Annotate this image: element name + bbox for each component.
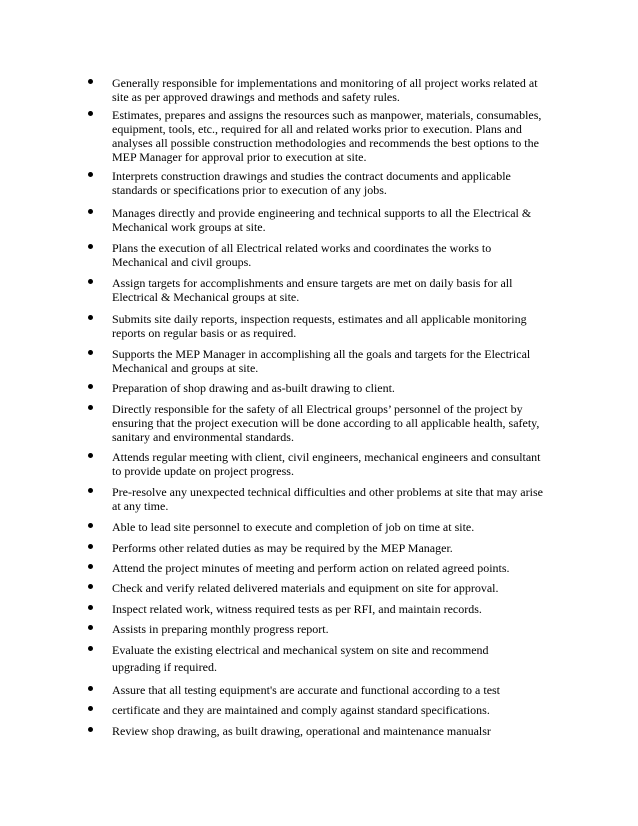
item-text: Attends regular meeting with client, civil engineers, mechanical engineers and consultant [112, 450, 541, 464]
bullet-icon [88, 172, 93, 177]
item-text: Inspect related work, witness required tests as per RFI, and maintain records. [112, 602, 482, 616]
item-text: at any time. [112, 499, 169, 513]
item-text: Evaluate the existing electrical and mechanical system on site and recommend [112, 643, 489, 657]
item-text: Preparation of shop drawing and as-built drawing to client. [112, 381, 395, 395]
item-text: Electrical & Mechanical groups at site. [112, 290, 300, 304]
bullet-icon [88, 405, 93, 410]
bullet-icon [88, 453, 93, 458]
bullet-icon [88, 279, 93, 284]
bullet-icon [88, 384, 93, 389]
item-text: reports on regular basis or as required. [112, 326, 297, 340]
item-text: Supports the MEP Manager in accomplishing all the goals and targets for the Electrical [112, 347, 531, 361]
bullet-icon [88, 488, 93, 493]
bullet-icon [88, 584, 93, 589]
item-text: analyses all possible construction methodologies and recommends the best options to the [112, 136, 539, 150]
item-text: Mechanical and groups at site. [112, 361, 259, 375]
item-text: Mechanical and civil groups. [112, 255, 252, 269]
item-text: upgrading if required. [112, 660, 217, 674]
item-text: Mechanical work groups at site. [112, 220, 266, 234]
item-text: Able to lead site personnel to execute and completion of job on time at site. [112, 520, 475, 534]
item-text: Submits site daily reports, inspection requests, estimates and all applicable monitoring [112, 312, 527, 326]
bullet-icon [88, 523, 93, 528]
bullet-icon [88, 625, 93, 630]
bullet-icon [88, 686, 93, 691]
item-text: Estimates, prepares and assigns the resources such as manpower, materials, consumables, [112, 108, 542, 122]
bullet-icon [88, 706, 93, 711]
item-text: Plans the execution of all Electrical related works and coordinates the works to [112, 241, 492, 255]
item-text: sanitary and environmental standards. [112, 430, 294, 444]
bullet-icon [88, 111, 93, 116]
bullet-icon [88, 244, 93, 249]
item-text: standards or specifications prior to execution of any jobs. [112, 183, 387, 197]
bullet-icon [88, 564, 93, 569]
bullet-icon [88, 646, 93, 651]
item-text: Interprets construction drawings and studies the contract documents and applicable [112, 169, 511, 183]
bullet-icon [88, 315, 93, 320]
item-text: Assists in preparing monthly progress report. [112, 622, 329, 636]
bullet-icon [88, 209, 93, 214]
item-text: certificate and they are maintained and comply against standard specifications. [112, 703, 490, 717]
item-text: to provide update on project progress. [112, 464, 294, 478]
item-text: Pre-resolve any unexpected technical difficulties and other problems at site that may arise [112, 485, 543, 499]
item-text: Attend the project minutes of meeting and perform action on related agreed points. [112, 561, 510, 575]
item-text: equipment, tools, etc., required for all and related works prior to execution. Plans and [112, 122, 522, 136]
bullet-icon [88, 544, 93, 549]
item-text: Assign targets for accomplishments and ensure targets are met on daily basis for all [112, 276, 513, 290]
item-text: Check and verify related delivered materials and equipment on site for approval. [112, 581, 499, 595]
item-text: Assure that all testing equipment's are accurate and functional according to a test [112, 683, 501, 697]
item-text: site as per approved drawings and methods and safety rules. [112, 90, 400, 104]
bullet-icon [88, 605, 93, 610]
item-text: Performs other related duties as may be required by the MEP Manager. [112, 541, 453, 555]
item-text: Generally responsible for implementations and monitoring of all project works related at [112, 76, 538, 90]
item-text: Directly responsible for the safety of all Electrical groups’ personnel of the project by [112, 402, 523, 416]
bullet-icon [88, 350, 93, 355]
item-text: MEP Manager for approval prior to execution at site. [112, 150, 367, 164]
item-text: Review shop drawing, as built drawing, operational and maintenance manualsr [112, 724, 491, 738]
item-text: Manages directly and provide engineering and technical supports to all the Electrical & [112, 206, 532, 220]
item-text: ensuring that the project execution will be done according to all applicable health, safety, [112, 416, 540, 430]
bullet-icon [88, 79, 93, 84]
bullet-icon [88, 727, 93, 732]
